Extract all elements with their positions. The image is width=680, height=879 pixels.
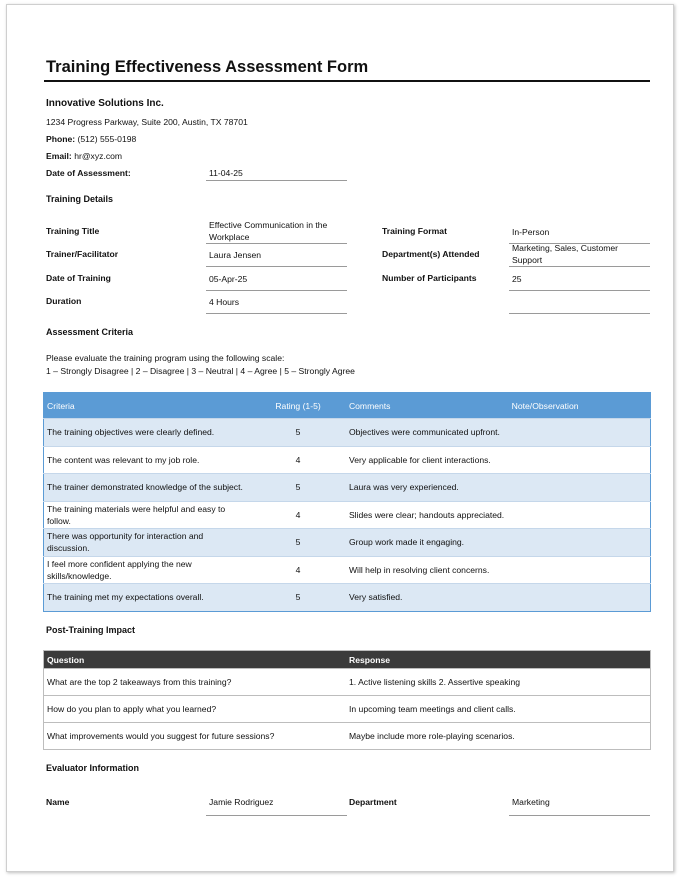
evaluator-heading: Evaluator Information <box>46 763 140 773</box>
training-date-label: Date of Training <box>46 273 111 283</box>
training-details-heading: Training Details <box>46 194 114 204</box>
training-date-line <box>206 290 347 291</box>
trainer-value[interactable]: Laura Jensen <box>209 250 262 260</box>
assessment-criteria-heading: Assessment Criteria <box>46 327 134 337</box>
table-row <box>44 556 651 584</box>
note-cell[interactable] <box>509 584 651 612</box>
phone-label: Phone: <box>46 134 76 144</box>
comment-cell[interactable]: Group work made it engaging. <box>346 529 509 557</box>
duration-value[interactable]: 4 Hours <box>209 297 240 307</box>
table-row <box>44 584 651 612</box>
criteria-cell: The training met my expectations overall. <box>44 584 251 612</box>
company-address: 1234 Progress Parkway, Suite 200, Austin, TX 78701 <box>46 117 248 127</box>
company-name: Innovative Solutions Inc. <box>46 98 164 109</box>
training-title-label: Training Title <box>46 226 100 236</box>
table-row <box>44 723 651 750</box>
post-training-heading: Post-Training Impact <box>46 625 136 635</box>
response-cell[interactable]: 1. Active listening skills 2. Assertive speaking <box>346 669 651 696</box>
duration-label: Duration <box>46 296 82 306</box>
evaluator-dept-line <box>509 815 650 816</box>
email-label: Email: <box>46 151 72 161</box>
trainer-label: Trainer/Facilitator <box>46 249 119 259</box>
table-row <box>44 501 651 529</box>
training-date-value[interactable]: 05-Apr-25 <box>209 274 248 284</box>
rating-cell[interactable]: 5 <box>250 474 346 502</box>
participants-line <box>509 290 650 291</box>
response-cell[interactable]: Maybe include more role-playing scenarios. <box>346 723 651 750</box>
impact-table <box>43 650 651 750</box>
evaluator-name-line <box>206 815 347 816</box>
assessment-date-label: Date of Assessment: <box>46 168 131 178</box>
comment-cell[interactable]: Slides were clear; handouts appreciated. <box>346 501 509 529</box>
phone-value: (512) 555-0198 <box>77 134 137 144</box>
company-phone <box>46 134 136 145</box>
company-email <box>46 151 122 162</box>
training-title-line <box>206 243 347 244</box>
criteria-cell: The training objectives were clearly defined. <box>44 419 251 447</box>
comment-cell[interactable]: Will help in resolving client concerns. <box>346 556 509 584</box>
blank-line <box>509 313 650 314</box>
participants-value[interactable]: 25 <box>512 274 522 284</box>
criteria-cell: The training materials were helpful and easy to follow. <box>44 501 251 529</box>
email-value: hr@xyz.com <box>74 151 123 161</box>
title-divider <box>44 80 650 82</box>
department-line <box>509 266 650 267</box>
evaluator-name-label: Name <box>46 797 70 807</box>
criteria-cell: I feel more confident applying the new skills/knowledge. <box>44 556 251 584</box>
comment-cell[interactable]: Very applicable for client interactions. <box>346 446 509 474</box>
scale-intro: Please evaluate the training program using the following scale: <box>46 353 285 363</box>
rating-cell[interactable]: 5 <box>250 419 346 447</box>
assessment-date-line <box>206 180 347 181</box>
criteria-cell: The trainer demonstrated knowledge of the subject. <box>44 474 251 502</box>
impact-header-row <box>44 651 651 669</box>
rating-cell[interactable]: 4 <box>250 501 346 529</box>
criteria-cell: There was opportunity for interaction and discussion. <box>44 529 251 557</box>
assessment-date-value[interactable]: 11-04-25 <box>209 168 243 178</box>
rating-col-header: Rating (1-5) <box>250 393 346 419</box>
response-col-header: Response <box>346 651 651 669</box>
training-format-label: Training Format <box>382 226 447 236</box>
department-label: Department(s) Attended <box>382 249 480 259</box>
rating-cell[interactable]: 4 <box>250 446 346 474</box>
note-col-header: Note/Observation <box>509 393 651 419</box>
question-cell: What improvements would you suggest for future sessions? <box>44 723 347 750</box>
table-row <box>44 696 651 723</box>
note-cell[interactable] <box>509 419 651 447</box>
table-row <box>44 474 651 502</box>
note-cell[interactable] <box>509 446 651 474</box>
table-row <box>44 529 651 557</box>
criteria-header-row <box>44 393 651 419</box>
evaluator-dept-label: Department <box>349 797 397 807</box>
criteria-cell: The content was relevant to my job role. <box>44 446 251 474</box>
comments-col-header: Comments <box>346 393 509 419</box>
question-cell: How do you plan to apply what you learned? <box>44 696 347 723</box>
note-cell[interactable] <box>509 556 651 584</box>
note-cell[interactable] <box>509 501 651 529</box>
table-row <box>44 419 651 447</box>
criteria-col-header: Criteria <box>44 393 251 419</box>
evaluator-name-value[interactable]: Jamie Rodriguez <box>209 797 274 807</box>
question-col-header: Question <box>44 651 347 669</box>
training-title-value[interactable]: Effective Communication in the Workplace <box>209 220 328 242</box>
note-cell[interactable] <box>509 529 651 557</box>
comment-cell[interactable]: Laura was very experienced. <box>346 474 509 502</box>
participants-label: Number of Participants <box>382 273 477 283</box>
note-cell[interactable] <box>509 474 651 502</box>
training-format-value[interactable]: In-Person <box>512 227 550 237</box>
response-cell[interactable]: In upcoming team meetings and client calls. <box>346 696 651 723</box>
department-value[interactable]: Marketing, Sales, Customer Support <box>512 243 619 265</box>
evaluator-dept-value[interactable]: Marketing <box>512 797 550 807</box>
table-row <box>44 446 651 474</box>
comment-cell[interactable]: Objectives were communicated upfront. <box>346 419 509 447</box>
page-title: Training Effectiveness Assessment Form <box>46 58 369 76</box>
trainer-line <box>206 266 347 267</box>
rating-scale: 1 – Strongly Disagree | 2 – Disagree | 3 – Neutral | 4 – Agree | 5 – Strongly Agree <box>46 366 355 376</box>
comment-cell[interactable]: Very satisfied. <box>346 584 509 612</box>
table-row <box>44 669 651 696</box>
rating-cell[interactable]: 5 <box>250 529 346 557</box>
duration-line <box>206 313 347 314</box>
question-cell: What are the top 2 takeaways from this training? <box>44 669 347 696</box>
rating-cell[interactable]: 5 <box>250 584 346 612</box>
criteria-table <box>43 392 651 612</box>
rating-cell[interactable]: 4 <box>250 556 346 584</box>
